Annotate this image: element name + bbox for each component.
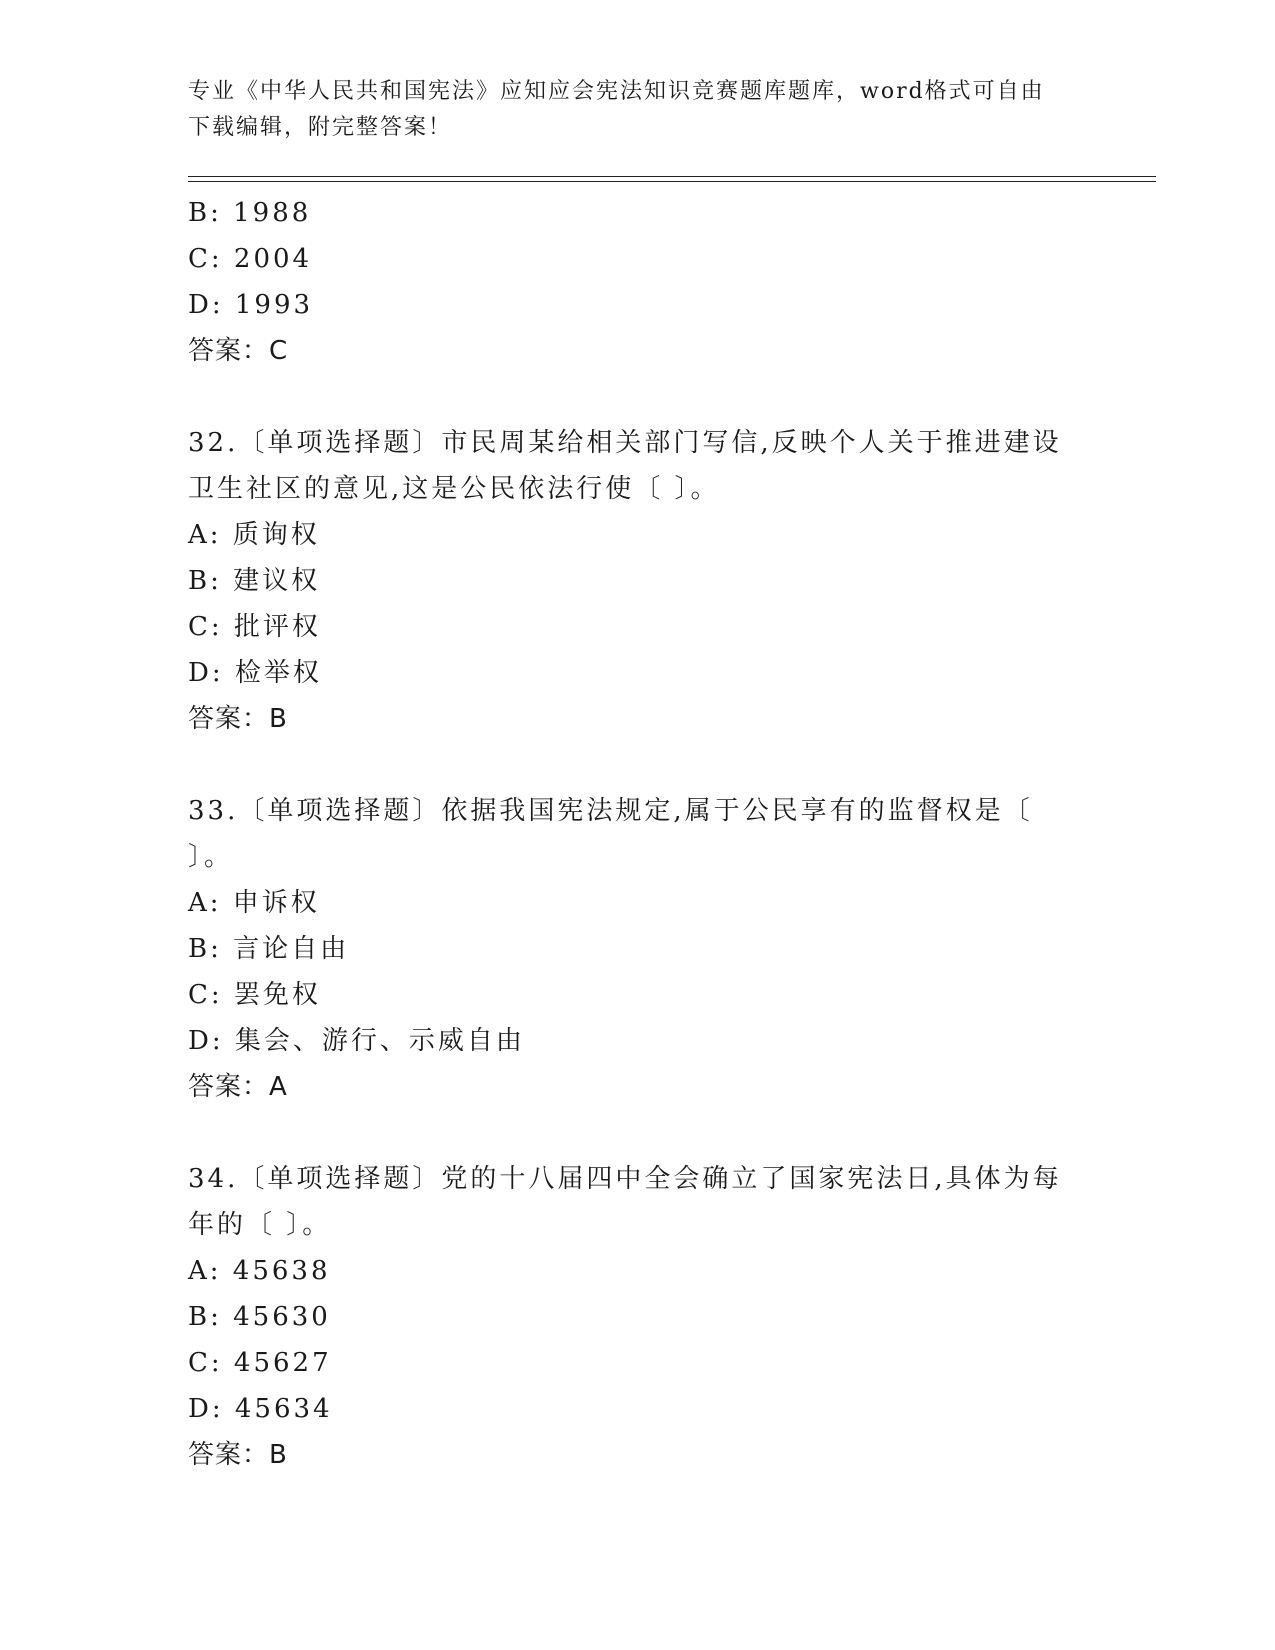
answer-line: 答案：A (188, 1072, 288, 1102)
option-d: D: 检举权 (188, 658, 322, 688)
option-a: A: 45638 (188, 1256, 331, 1286)
question-content (188, 190, 1088, 1478)
header-divider-bottom (188, 181, 1156, 182)
header-divider-top (188, 176, 1156, 177)
option-b: B: 45630 (188, 1302, 331, 1332)
option-c: C: 2004 (188, 244, 313, 274)
question-block-34 (188, 1156, 1088, 1478)
question-stem-line-1: 32.〔单项选择题〕市民周某给相关部门写信,反映个人关于推进建设 (188, 428, 1062, 458)
header-title-line-1: 专业《中华人民共和国宪法》应知应会宪法知识竞赛题库题库，word格式可自由 (188, 79, 1045, 104)
option-d: D: 集会、游行、示威自由 (188, 1026, 525, 1056)
spacer (188, 742, 1088, 788)
question-stem-line-2: 〕。 (188, 842, 234, 872)
option-b: B: 言论自由 (188, 934, 350, 964)
answer-line: 答案：B (188, 704, 288, 734)
question-stem-line-1: 34.〔单项选择题〕党的十八届四中全会确立了国家宪法日,具体为每 (188, 1164, 1062, 1194)
option-c: C: 批评权 (188, 612, 321, 642)
question-stem-line-1: 33.〔单项选择题〕依据我国宪法规定,属于公民享有的监督权是〔 (188, 796, 1033, 826)
option-d: D: 1993 (188, 290, 314, 320)
question-block-33 (188, 788, 1088, 1110)
question-block-31 (188, 190, 1088, 374)
question-stem-line-2: 年的〔 〕。 (188, 1210, 332, 1240)
option-b: B: 1988 (188, 198, 312, 228)
option-a: A: 质询权 (188, 520, 320, 550)
spacer (188, 1110, 1088, 1156)
spacer (188, 374, 1088, 420)
option-a: A: 申诉权 (188, 888, 320, 918)
answer-line: 答案：C (188, 336, 289, 366)
header-title-line-2: 下载编辑，附完整答案！ (188, 115, 453, 140)
option-b: B: 建议权 (188, 566, 321, 596)
option-d: D: 45634 (188, 1394, 333, 1424)
question-block-32 (188, 420, 1088, 742)
document-header (188, 74, 1068, 146)
question-stem-line-2: 卫生社区的意见,这是公民依法行使〔 〕。 (188, 474, 720, 504)
option-c: C: 45627 (188, 1348, 332, 1378)
option-c: C: 罢免权 (188, 980, 321, 1010)
answer-line: 答案：B (188, 1440, 288, 1470)
